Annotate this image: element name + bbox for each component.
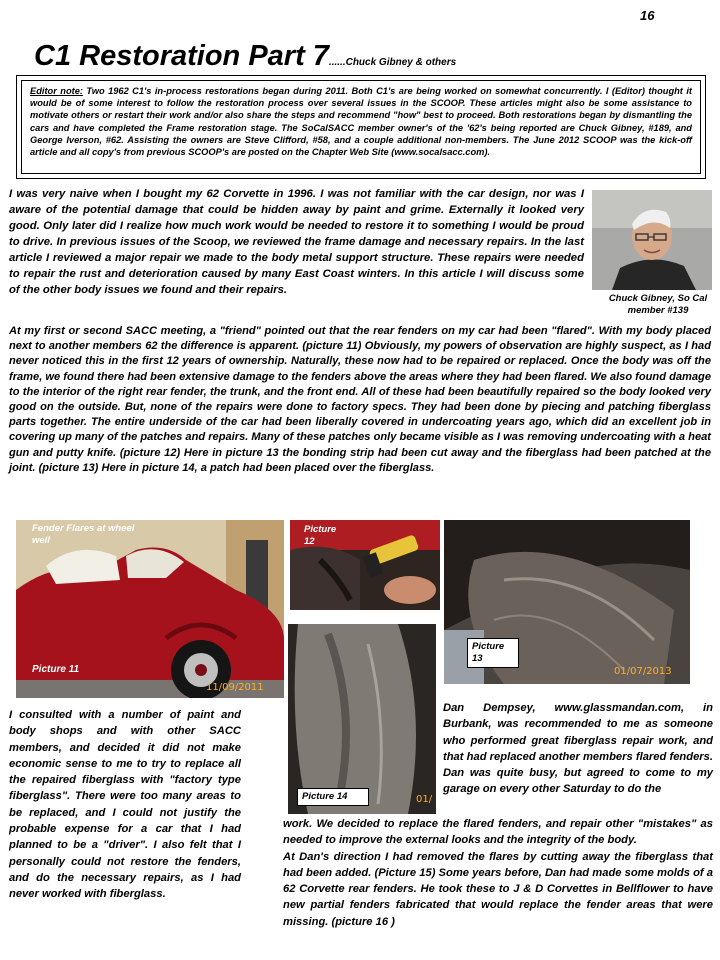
body-paragraph-fender-flares: At my first or second SACC meeting, a "friend" pointed out that the rear fenders on my car had been "flared". With my body placed next to another members 62 the difference is apparent. (picture 11) Obviously, my powers of observation are highly suspect, as I had never noticed this in the first 12 years of ownership. Naturally, these now had to be repaired or replaced. Once the body was off the frame, we found there had been extensive damage to the fenders above the areas where they had been flared. We also found damage to the interior of the right rear fender, the trunk, and the front end. All of these had been beautifully repaired so the body looked very good on the outside. But, none of the repairs were done to factory specs. They had been done by piecing and patching fiberglass parts together. The entire underside of the car had been liberally covered in undercoating years ago, which did an excellent job in covering up many of the patches and repairs. Many of these patches only became visible as I was removing undercoating with a heat gun and putty knife. (picture 12) Here in picture 13 the bonding strip had been cut away and the fiberglass had been patched at the joint. (picture 13) Here in picture 14, a patch had been placed over the fiberglass. bbox=[9, 325, 711, 474]
picture-13-label: Picture 13 bbox=[467, 638, 519, 668]
editor-note-box bbox=[16, 75, 706, 179]
picture-11-label: Picture 11 bbox=[32, 664, 80, 675]
author-caption: Chuck Gibney, So Cal member #139 bbox=[608, 293, 708, 316]
picture-12-label: Picture 12 bbox=[304, 524, 337, 547]
page-number: 16 bbox=[640, 8, 655, 23]
editor-note-body: Two 1962 C1's in-process restorations began during 2011. Both C1's are being worked on somewhat concurrently. I (Editor) thought it would be of some interest to follow the restoration process over several issues in the SCOOP. These articles might also be some assistance to motivate others or restart their work and/or also share the steps and recommend "how" best to proceed. Both restorations began by dismantling the cars and have completed the Frame restoration stage. The SoCalSACC member owner's of the '62's being reported are Chuck Gibney, #189, and George Iverson, #62. Assisting the owners are Steve Clifford, #58, and a couple additional non-members. The June 2012 SCOOP was the kick-off article and all copy's from previous SCOOP's are posted on the Chapter Web Site (www.socalsacc.com). bbox=[30, 86, 692, 158]
intro-paragraph: I was very naive when I bought my 62 Corvette in 1996. I was not familiar with the car design, nor was I aware of the potential damage that could be hidden away by paint and grime. Externally it looked very good. Only later did I realize how much work would be needed to restore it to something I would be proud to drive. In previous issues of the Scoop, we reviewed the frame damage and necessary repairs. In the last article I reviewed a major repair we made to the body metal support structure. These repairs were needed to repair the rust and deterioration caused by many East Coast winters. In this article I will discuss some of the other body issues we found and their repairs. bbox=[9, 188, 584, 296]
title-text: C1 Restoration Part 7 bbox=[34, 40, 329, 72]
author-portrait-image bbox=[592, 190, 712, 290]
picture-14-date: 01/ bbox=[416, 794, 433, 805]
picture-12 bbox=[290, 520, 440, 610]
author-photo bbox=[592, 190, 712, 290]
body-paragraph-fender-replacement bbox=[283, 816, 713, 930]
picture-11 bbox=[16, 520, 284, 698]
article-title bbox=[34, 40, 456, 73]
editor-note-label: Editor note: bbox=[30, 86, 83, 96]
byline: ......Chuck Gibney & others bbox=[328, 57, 457, 68]
picture-14 bbox=[288, 624, 436, 814]
fiberglass-patch-image bbox=[288, 624, 436, 814]
picture-14-label: Picture 14 bbox=[297, 788, 369, 806]
picture-11-date: 11/09/2011 bbox=[206, 682, 264, 693]
body-paragraph-flares-removed: At Dan's direction I had removed the flares by cutting away the fiberglass that had been added. (Picture 15) Some years before, Dan had made some molds of a 62 Corvette rear fenders. He took these to J & D Corvettes in Bellflower to have new partial fenders fabricated that would replace the fender areas that were missing. (picture 16 ) bbox=[283, 850, 713, 928]
picture-13-date: 01/07/2013 bbox=[614, 666, 672, 677]
body-paragraph-consulting: I consulted with a number of paint and body shops and with other SACC members, and decided it did not make economic sense to me to try to replace all the repaired fiberglass with "factory type fiberglass". There were too many areas to be replaced, and I could not justify the probable expense for a car that I had planned to be a "driver". I also felt that I personally could not restore the fenders, and do the necessary repairs, as I had never worked with fiberglass. bbox=[9, 709, 241, 901]
body-paragraph-dan-dempsey: Dan Dempsey, www.glassmandan.com, in Burbank, was recommended to me as someone who performed great fiberglass repair work, and that had replaced another members flared fenders. Dan was quite busy, but agreed to come to my garage on every other Saturday to do the bbox=[443, 702, 713, 796]
editor-note-text bbox=[21, 80, 701, 174]
picture-11-overlay: Fender Flares at wheel well bbox=[32, 523, 135, 546]
picture-13 bbox=[444, 520, 690, 684]
body-paragraph-work-decision: work. We decided to replace the flared fenders, and repair other "mistakes" as needed to improve the external looks and the integrity of the body. bbox=[283, 818, 713, 847]
